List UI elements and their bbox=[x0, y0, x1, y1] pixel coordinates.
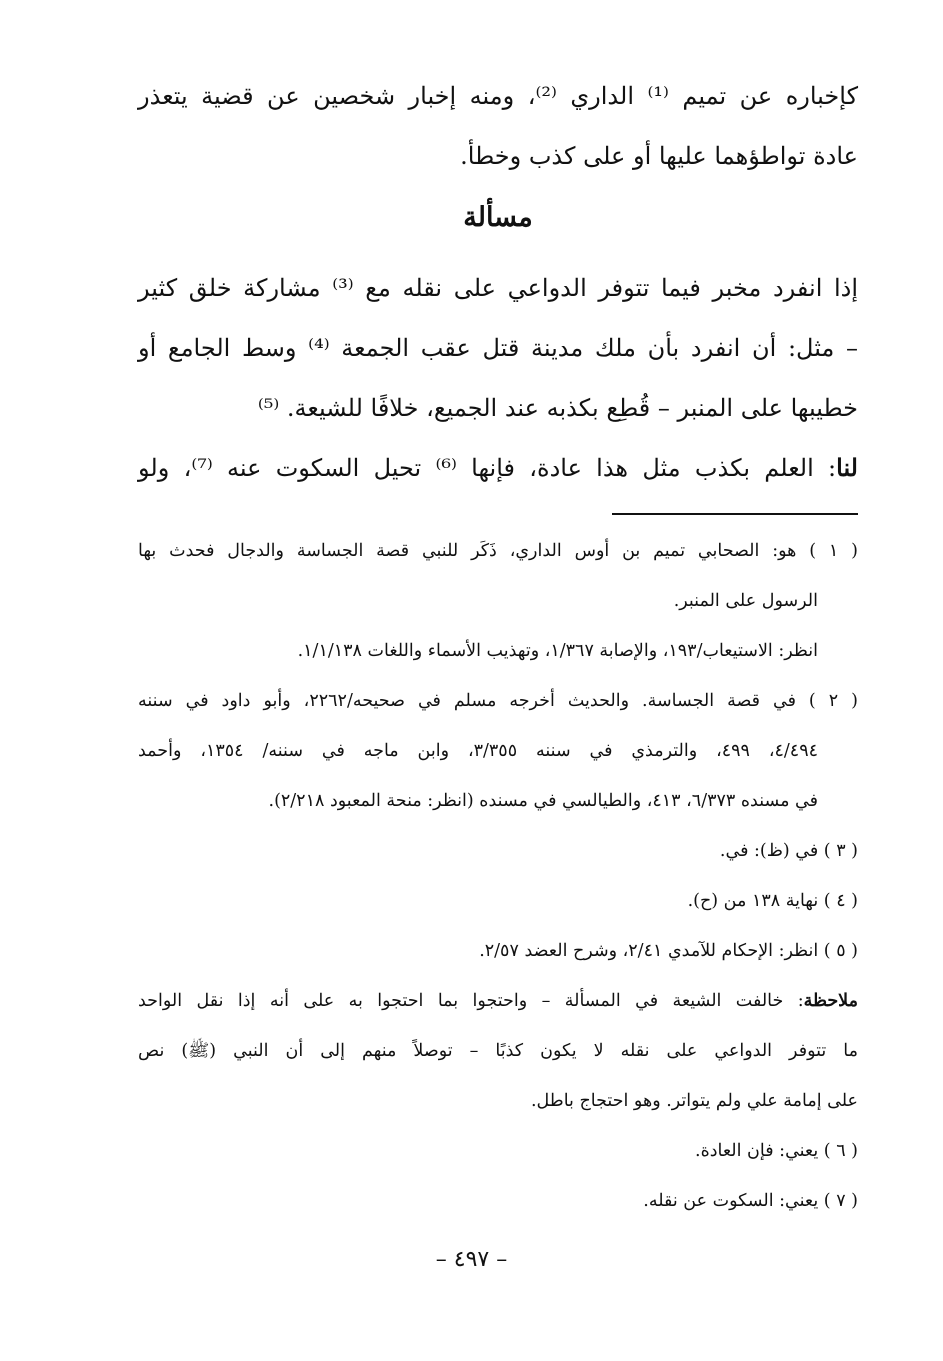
footnote-1-line: الرسول على المنبر. bbox=[673, 591, 818, 611]
footnote-separator bbox=[612, 513, 858, 515]
footnote-3: ( ٣ ) في (ظ): في. bbox=[719, 841, 858, 861]
note-text: : خالفت الشيعة في المسألة – واحتجوا بما احتجوا به على أنه إذا نقل الواحد bbox=[138, 991, 804, 1011]
footnote-7: ( ٧ ) يعني: السكوت عن نقله. bbox=[643, 1191, 858, 1211]
issue-line: إذا انفرد مخبر فيما تتوفر الدواعي على نقله مع ⁽³⁾ مشاركة خلق كثير bbox=[138, 274, 858, 302]
footnote-2-line: ٤/٤٩٤، ٤٩٩، والترمذي في سننه ٣/٣٥٥، وابن ماجه في سننه/ ١٣٥٤، وأحمد bbox=[138, 741, 818, 761]
note-line bbox=[138, 976, 858, 1026]
note-line: على إمامة علي ولم يتواتر. وهو احتجاج باطل. bbox=[530, 1091, 858, 1111]
body-line: عادة تواطؤهما عليها أو على كذب وخطأ. bbox=[460, 142, 858, 170]
issue-line: – مثل: أن انفرد بأن ملك مدينة قتل عقب الجمعة ⁽⁴⁾ وسط الجامع أو bbox=[138, 334, 858, 362]
issue-line: خطيبها على المنبر – قُطِع بكذبه عند الجميع، خلافًا للشيعة. ⁽⁵⁾ bbox=[257, 394, 858, 422]
note-line: ما تتوفر الدواعي على نقله لا يكون كذبًا – توصلاً منهم إلى أن النبي (ﷺ) نص bbox=[138, 1041, 858, 1061]
page-number: – ٤٩٧ – bbox=[435, 1247, 508, 1272]
footnote-2-line: في مسنده ٦/٣٧٣، ٤١٣، والطيالسي في مسنده (انظر: منحة المعبود ٢/٢١٨). bbox=[268, 791, 818, 811]
proof-lead: لنا bbox=[836, 453, 858, 482]
footnote-1-line: انظر: الاستيعاب/١٩٣، والإصابة ١/٣٦٧، وتهذيب الأسماء واللغات ١/١/١٣٨. bbox=[297, 641, 818, 661]
body-line: كإخباره عن تميم ⁽¹⁾ الداري ⁽²⁾، ومنه إخبار شخصين عن قضية يتعذر bbox=[138, 82, 859, 110]
proof-line bbox=[138, 438, 858, 498]
proof-text: : العلم بكذب مثل هذا عادة، فإنها ⁽⁶⁾ تحيل السكوت عنه ⁽⁷⁾، ولو bbox=[138, 454, 837, 482]
footnote-1-line: ( ١ ) هو: الصحابي تميم بن أوس الداري، ذَكَر للنبي قصة الجساسة والدجال فحدث بها bbox=[138, 541, 859, 561]
footnote-6: ( ٦ ) يعني: فإن العادة. bbox=[695, 1141, 858, 1161]
footnote-2-line: ( ٢ ) في قصة الجساسة. والحديث أخرجه مسلم في صحيحه/٢٢٦٢، وأبو داود في سننه bbox=[138, 691, 858, 711]
main-text bbox=[138, 66, 858, 498]
footnote-4: ( ٤ ) نهاية ١٣٨ من (ح). bbox=[687, 891, 858, 911]
note-label: ملاحظة bbox=[803, 991, 858, 1011]
footnotes bbox=[138, 526, 858, 1226]
footnote-5: ( ٥ ) انظر: الإحكام للآمدي ٢/٤١، وشرح العضد ٢/٥٧. bbox=[479, 941, 858, 961]
section-heading: مسألة bbox=[463, 202, 533, 233]
